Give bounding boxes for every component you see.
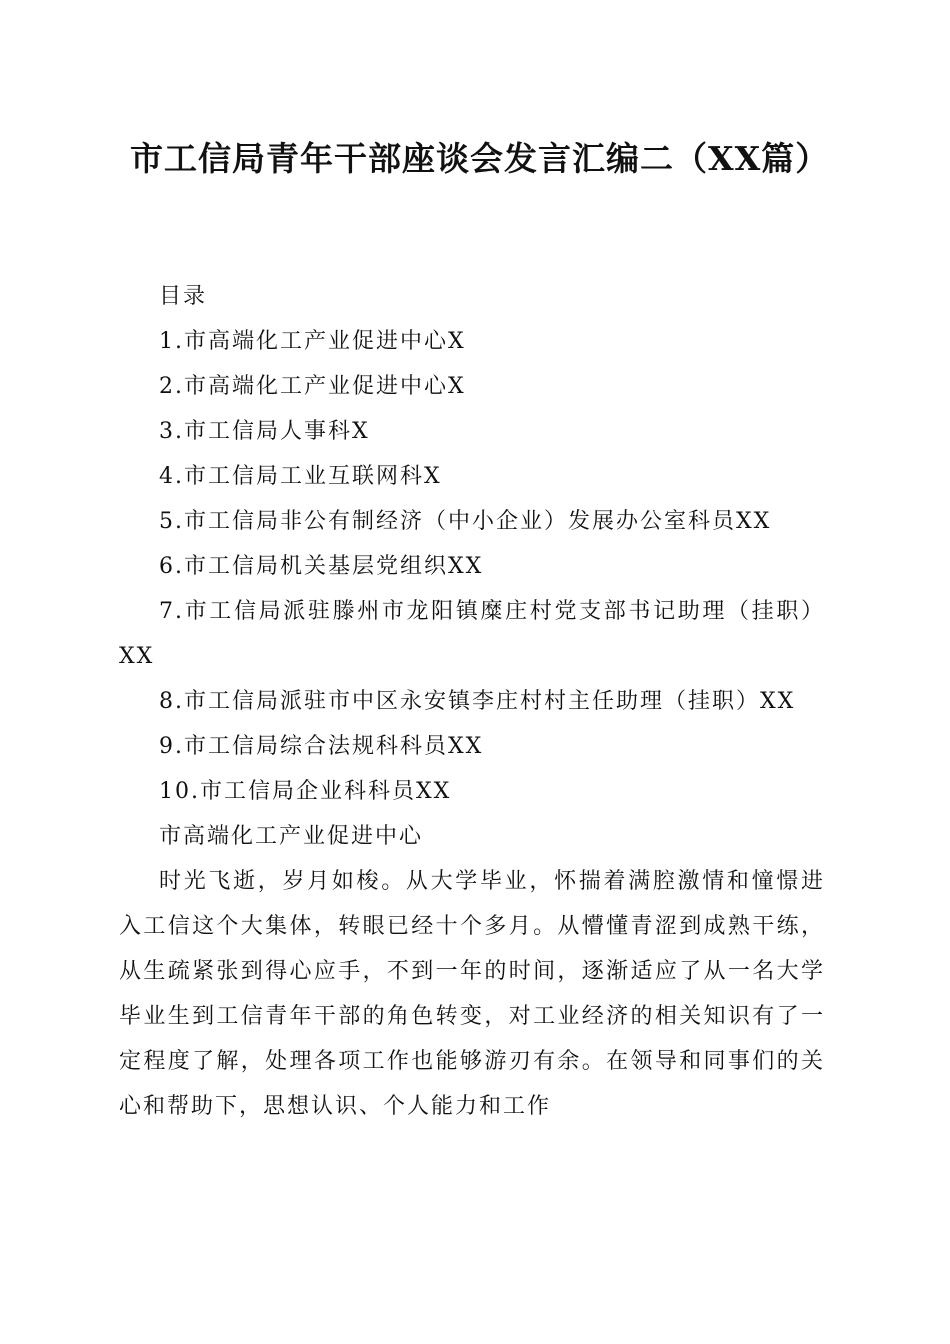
document-body	[119, 274, 825, 1129]
toc-item: 1.市高端化工产业促进中心X	[159, 329, 466, 354]
toc-item: 3.市工信局人事科X	[159, 419, 370, 444]
toc-item: 2.市高端化工产业促进中心X	[159, 374, 466, 399]
toc-heading: 目录	[159, 284, 208, 309]
body-paragraph: 时光飞逝，岁月如梭。从大学毕业，怀揣着满腔激情和憧憬进入工信这个大集体，转眼已经十个多月。从懵懂青涩到成熟干练，从生疏紧张到得心应手，不到一年的时间，逐渐适应了从一名大学毕业生到工信青年干部的角色转变，对工业经济的相关知识有了一定程度了解，处理各项工作也能够游刃有余。在领导和同事们的关心和帮助下，思想认识、个人能力和工作	[119, 869, 825, 1119]
document-title: 市工信局青年干部座谈会发言汇编二（XX篇）	[130, 139, 830, 178]
toc-item: 10.市工信局企业科科员XX	[159, 779, 452, 804]
toc-item: 4.市工信局工业互联网科X	[159, 464, 442, 489]
section-heading: 市高端化工产业促进中心	[159, 824, 424, 849]
toc-item: 7.市工信局派驻滕州市龙阳镇糜庄村党支部书记助理（挂职）XX	[119, 599, 825, 669]
toc-item: 8.市工信局派驻市中区永安镇李庄村村主任助理（挂职）XX	[159, 689, 796, 714]
toc-item: 6.市工信局机关基层党组织XX	[159, 554, 484, 579]
toc-item: 9.市工信局综合法规科科员XX	[159, 734, 484, 759]
toc-item: 5.市工信局非公有制经济（中小企业）发展办公室科员XX	[159, 509, 772, 534]
